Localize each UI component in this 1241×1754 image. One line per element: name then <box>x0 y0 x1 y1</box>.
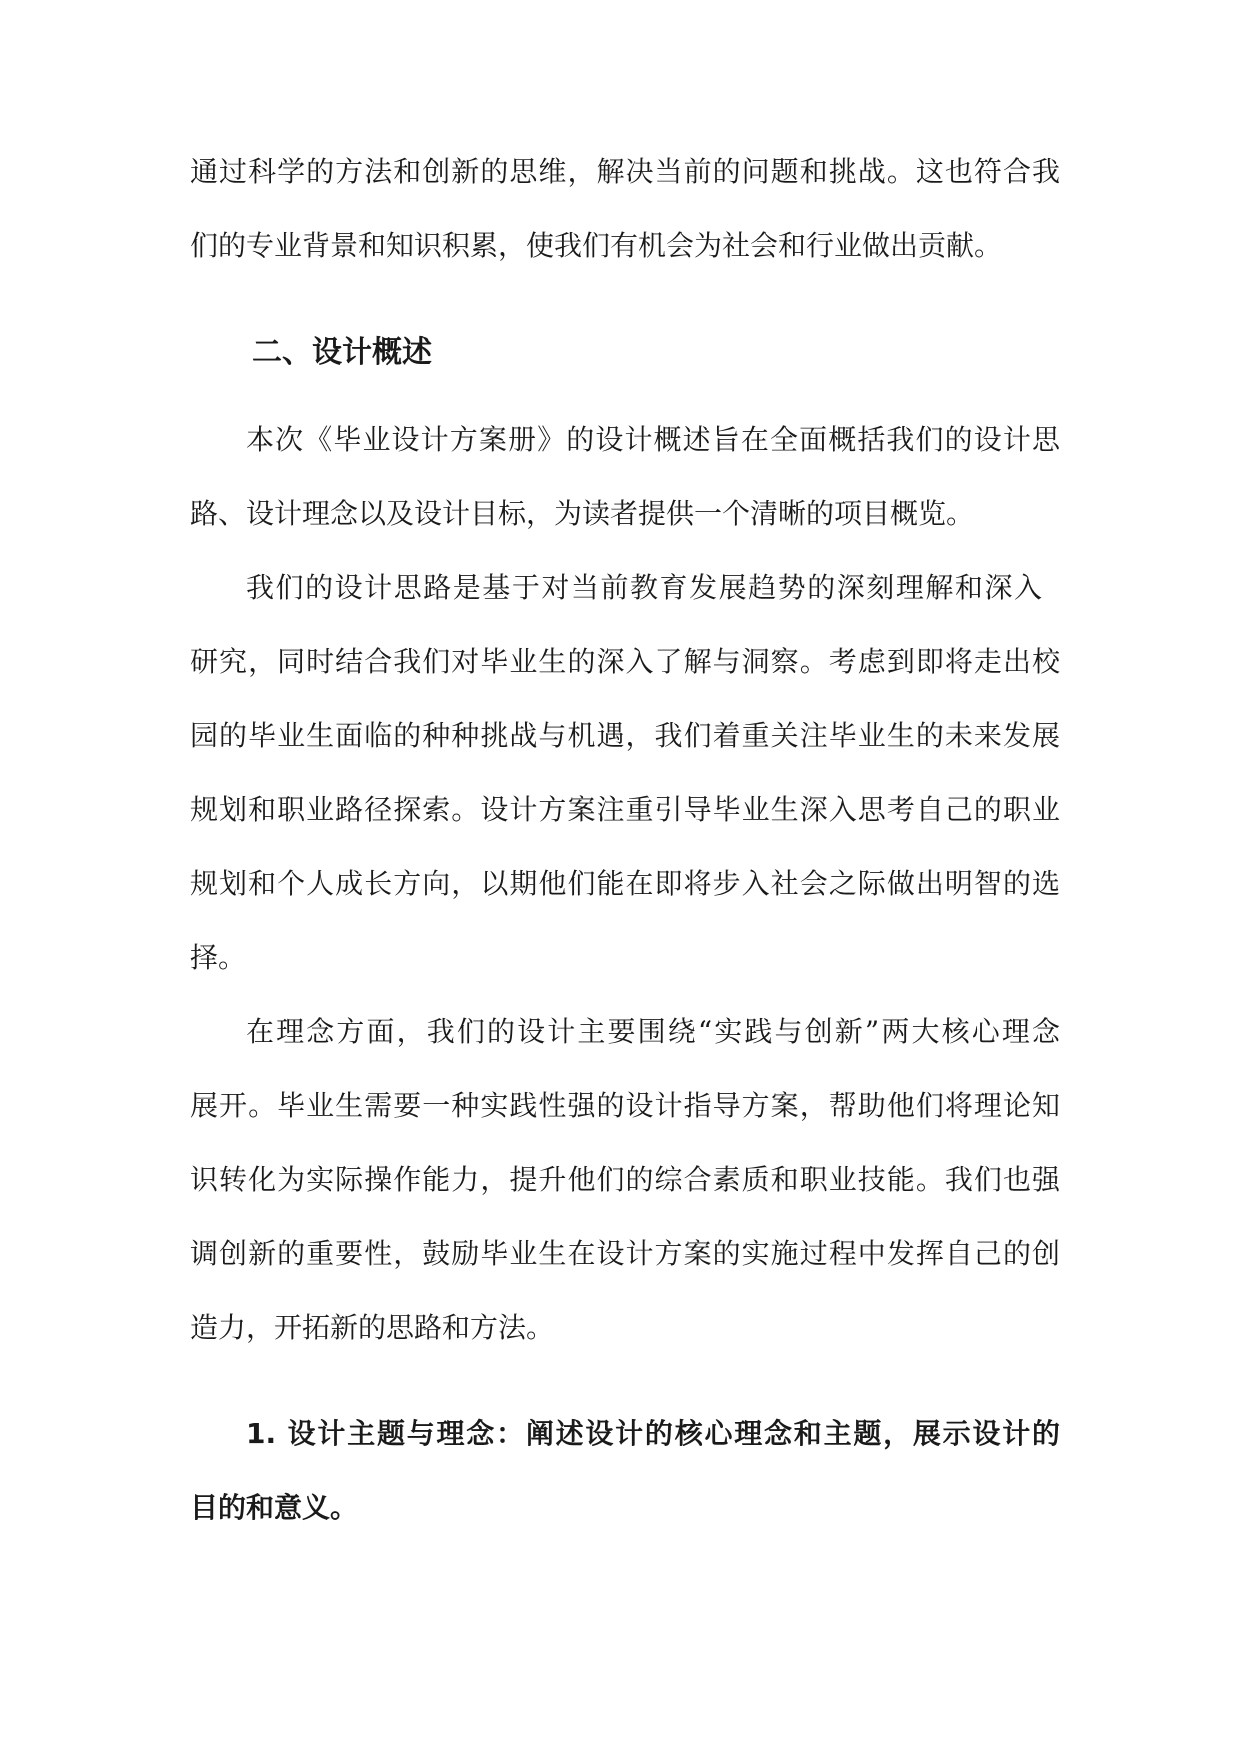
paragraph-line: 园的毕业生面临的种种挑战与机遇，我们着重关注毕业生的未来发展 <box>190 719 1060 752</box>
section-heading: 二、设计概述 <box>252 335 432 370</box>
paragraph-line: 展开。毕业生需要一种实践性强的设计指导方案，帮助他们将理论知 <box>190 1089 1060 1122</box>
paragraph-line: 规划和职业路径探索。设计方案注重引导毕业生深入思考自己的职业 <box>190 793 1060 826</box>
paragraph-line: 路、设计理念以及设计目标，为读者提供一个清晰的项目概览。 <box>190 497 975 530</box>
paragraph-line: 研究，同时结合我们对毕业生的深入了解与洞察。考虑到即将走出校 <box>190 645 1060 678</box>
paragraph-line: 调创新的重要性，鼓励毕业生在设计方案的实施过程中发挥自己的创 <box>190 1237 1060 1270</box>
numbered-subheading-continuation: 目的和意义。 <box>190 1491 359 1524</box>
paragraph-line: 本次《毕业设计方案册》的设计概述旨在全面概括我们的设计思 <box>246 423 1060 456</box>
paragraph-line: 识转化为实际操作能力，提升他们的综合素质和职业技能。我们也强 <box>190 1163 1060 1196</box>
paragraph-line: 们的专业背景和知识积累，使我们有机会为社会和行业做出贡献。 <box>190 229 1003 262</box>
paragraph-line: 通过科学的方法和创新的思维，解决当前的问题和挑战。这也符合我 <box>190 155 1060 188</box>
paragraph-line: 择。 <box>190 941 247 974</box>
paragraph-line: 规划和个人成长方向，以期他们能在即将步入社会之际做出明智的选 <box>190 867 1060 900</box>
numbered-subheading: 1. 设计主题与理念：阐述设计的核心理念和主题，展示设计的 <box>246 1417 1060 1450</box>
paragraph-line: 我们的设计思路是基于对当前教育发展趋势的深刻理解和深入 <box>246 571 1042 604</box>
paragraph-line: 造力，开拓新的思路和方法。 <box>190 1311 555 1344</box>
paragraph-line: 在理念方面，我们的设计主要围绕“实践与创新”两大核心理念 <box>246 1015 1060 1048</box>
